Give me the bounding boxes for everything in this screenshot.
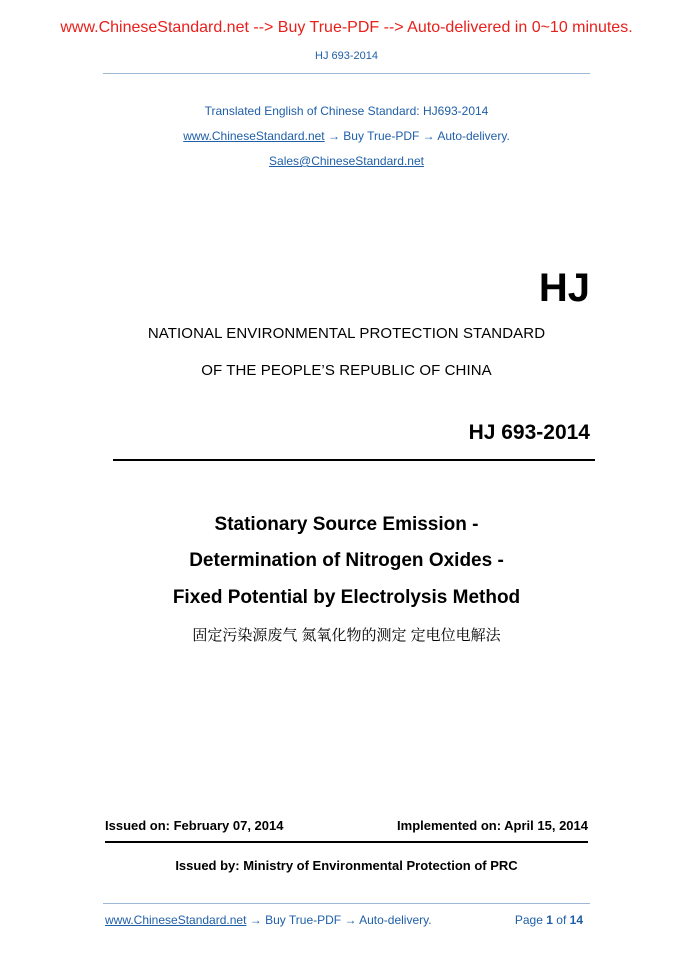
standard-number: HJ 693-2014: [468, 421, 590, 444]
email-line: [0, 154, 693, 168]
promo-banner[interactable]: www.ChineseStandard.net --> Buy True-PDF --> Auto-delivered in 0~10 minutes.: [60, 19, 633, 36]
org-line-2: OF THE PEOPLE’S REPUBLIC OF CHINA: [201, 362, 492, 379]
page-indicator: [515, 913, 583, 927]
title-line-3: Fixed Potential by Electrolysis Method: [172, 587, 521, 608]
page-total: 14: [569, 913, 583, 927]
email-link[interactable]: Sales@ChineseStandard.net: [269, 154, 424, 168]
org-line-1: NATIONAL ENVIRONMENTAL PROTECTION STANDARD: [147, 325, 546, 342]
header-rule: [103, 73, 590, 74]
issued-date: Issued on: February 07, 2014: [105, 818, 284, 833]
issuing-authority: Issued by: Ministry of Environmental Protection of PRC: [175, 858, 518, 873]
implemented-date: Implemented on: April 15, 2014: [397, 818, 588, 833]
site-link[interactable]: www.ChineseStandard.net: [183, 129, 325, 143]
title-line-2: Determination of Nitrogen Oxides -: [189, 550, 504, 571]
title-line-1: Stationary Source Emission -: [214, 514, 479, 535]
title-rule: [113, 459, 595, 461]
chinese-title: 固定污染源废气 氮氧化物的测定 定电位电解法: [192, 627, 501, 644]
page-current: 1: [546, 913, 553, 927]
footer-buy-line: [105, 913, 432, 927]
footer-site-link[interactable]: www.ChineseStandard.net: [105, 913, 247, 927]
page-of: of: [556, 913, 567, 927]
translation-note: Translated English of Chinese Standard: HJ693-2014: [204, 104, 489, 118]
translation-buy-line: [0, 129, 693, 143]
dates-rule: [105, 841, 588, 843]
footer-buy-text: → Buy True-PDF → Auto-delivery.: [246, 913, 432, 927]
standard-prefix: HJ: [538, 266, 590, 310]
running-header-code: HJ 693-2014: [315, 50, 378, 62]
page-label: Page: [514, 913, 543, 927]
buy-text: → Buy True-PDF → Auto-delivery.: [324, 129, 510, 143]
footer-rule: [103, 903, 590, 904]
